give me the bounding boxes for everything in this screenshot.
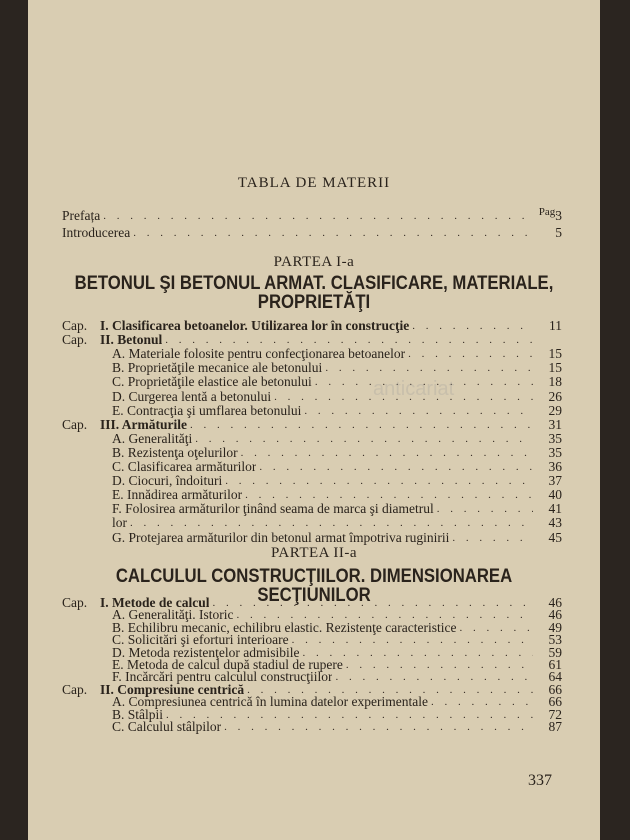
toc-entry[interactable] [62, 332, 562, 347]
toc-entry-page: 40 [548, 487, 562, 503]
leader-dots [325, 361, 533, 375]
toc-entry-label: Prefața [62, 209, 101, 223]
toc-entry-page: 35 [548, 444, 562, 460]
toc-entry-text: B. Proprietăţile mecanice ale betonului [112, 361, 323, 376]
toc-entry-text: D. Curgerea lentă a betonului [112, 389, 272, 404]
toc-entry-page: 72 [548, 706, 562, 722]
toc-entry-label [62, 333, 162, 347]
toc-entry-page: 66 [548, 681, 562, 697]
toc-entry-text: D. Ciocuri, îndoituri [112, 474, 223, 489]
toc-entry[interactable] [62, 417, 562, 432]
leader-dots [452, 531, 533, 545]
toc-entry-label [62, 361, 322, 375]
toc-entry-page: 45 [548, 529, 562, 545]
page-number: 337 [528, 772, 552, 789]
chapter-prefix: Cap. [62, 417, 88, 432]
toc-entry-text: B. Echilibru mecanic, echilibru elastic. Rezistenţe caracteristice [112, 620, 457, 635]
toc-entry-page: 3 [555, 208, 562, 223]
pag-column-label: Pag. [538, 206, 558, 218]
toc-entry-page: 35 [548, 430, 562, 446]
leader-dots [408, 347, 533, 361]
toc-entry-page: 29 [548, 402, 562, 418]
page-title: TABLA DE MATERII [237, 175, 391, 191]
part-2-label: PARTEA II-a [270, 545, 358, 561]
watermark: anticariat [373, 378, 455, 400]
toc-entry-label [62, 446, 238, 460]
toc-entry-page: 11 [549, 318, 562, 333]
chapter-prefix: Cap. [62, 333, 88, 348]
toc-entry-text: I. Clasificarea betoanelor. Utilizarea lor în construcţie [100, 319, 410, 333]
leader-dots [190, 418, 533, 432]
toc-entry[interactable] [62, 501, 562, 516]
toc-entry-page: 46 [548, 595, 562, 610]
toc-entry-label [62, 347, 405, 361]
toc-entry-text: G. Protejarea armăturilor din betonul armat împotriva ruginirii [112, 530, 450, 545]
toc-entry-text: A. Compresiunea centrică în lumina datelor experimentale [112, 695, 429, 710]
toc-entry-text: B. Rezistenţa oţelurilor [112, 445, 238, 460]
toc-entry-label [62, 531, 449, 545]
toc-entry-page: 36 [548, 459, 562, 474]
part-1-heading-line2: PROPRIETĂŢI [257, 292, 371, 313]
toc-entry-page: 31 [548, 416, 562, 432]
toc-entry-prefata[interactable] [62, 208, 562, 223]
toc-entry-page: 49 [548, 619, 562, 635]
chapter-prefix: Cap. [62, 682, 88, 697]
toc-entry-label [62, 516, 127, 530]
leader-dots [133, 226, 533, 240]
toc-entry-text: A. Generalităţi [112, 431, 193, 446]
toc-entry-introducerea[interactable] [62, 225, 562, 240]
chapter-prefix: Cap. [62, 319, 88, 333]
book-page [28, 0, 600, 840]
leader-dots [412, 319, 533, 333]
leader-dots [241, 446, 533, 460]
toc-entry-text: F. Folosirea armăturilor ţinând seama de marca şi diametrul [112, 502, 434, 517]
part-2-heading: CALCULUL CONSTRUCŢIILOR. DIMENSIONAREA SECŢIUNILOR [115, 566, 513, 606]
toc-entry-text: A. Materiale folosite pentru confecţionarea betoanelor [112, 347, 406, 362]
toc-entry-page: 43 [548, 515, 562, 531]
toc-entry[interactable] [62, 487, 562, 502]
leader-dots [103, 209, 533, 223]
toc-entry-page: 41 [548, 501, 562, 517]
toc-entry-text: C. Solicitări şi eforturi interioare [112, 633, 289, 648]
toc-entry-text: B. Stâlpii [112, 707, 164, 722]
toc-entry-label: Introducerea [62, 226, 131, 240]
toc-entry-text: C. Calculul stâlpilor [112, 720, 222, 734]
toc-entry-text: C. Proprietăţile elastice ale betonului [112, 375, 312, 390]
toc-entry-page: 37 [548, 473, 562, 489]
part-1-heading-line1: BETONUL ŞI BETONUL ARMAT. CLASIFICARE, MATERIALE, [74, 273, 554, 294]
toc-entry-label [62, 460, 256, 474]
toc-entry-label [62, 720, 221, 734]
toc-entry-text: E. Innădirea armăturilor [112, 488, 243, 503]
toc-entry-label [62, 390, 271, 404]
toc-entry[interactable] [62, 530, 562, 545]
toc-entry[interactable] [62, 445, 562, 460]
toc-entry-text: lor [112, 516, 127, 531]
toc-entry[interactable] [62, 431, 562, 446]
toc-entry-page: 53 [548, 632, 562, 648]
toc-entry[interactable] [62, 360, 562, 375]
toc-entry[interactable] [62, 515, 562, 530]
toc-entry-text: II. Compresiune centrică [100, 682, 245, 697]
toc-entry-text: II. Betonul [100, 333, 163, 348]
toc-entry-label [62, 375, 312, 389]
toc-entry-label [62, 432, 192, 446]
toc-entry-page: 61 [548, 657, 562, 672]
toc-entry-label [62, 418, 187, 432]
leader-dots [304, 404, 533, 418]
toc-entry[interactable] [62, 346, 562, 361]
toc-entry[interactable] [62, 403, 562, 418]
toc-entry-page: 66 [548, 694, 562, 710]
toc-entry-page: 26 [548, 388, 562, 404]
leader-dots [195, 432, 533, 446]
toc-entry-page: 15 [548, 360, 562, 376]
toc-entry-text: I. Metode de calcul [100, 596, 210, 610]
toc-entry-text: D. Metoda rezistenţelor admisibile [112, 645, 300, 660]
leader-dots [437, 502, 533, 516]
leader-dots [224, 720, 533, 734]
leader-dots [165, 333, 533, 347]
toc-entry-label [62, 502, 434, 516]
toc-entry-text: A. Generalităţi. Istoric [112, 608, 234, 623]
leader-dots [130, 516, 533, 530]
toc-entry[interactable] [62, 473, 562, 488]
toc-entry-label [62, 319, 409, 333]
toc-entry[interactable] [62, 719, 562, 734]
toc-entry-page: 5 [555, 225, 562, 240]
toc-entry[interactable] [62, 374, 562, 389]
toc-entry-text: III. Armăturile [100, 417, 187, 432]
toc-entry-page: 59 [548, 644, 562, 660]
toc-entry-label [62, 404, 301, 418]
leader-dots [225, 474, 533, 488]
chapter-prefix: Cap. [62, 596, 88, 610]
toc-entry-page: 46 [548, 607, 562, 623]
toc-entry-text: E. Contracţia şi umflarea betonului [112, 403, 302, 418]
part-1-label: PARTEA I-a [273, 254, 355, 270]
toc-entry[interactable] [62, 318, 562, 333]
toc-entry-text: F. Incărcări pentru calculul construcţiilor [112, 670, 333, 685]
toc-entry-page: 87 [548, 719, 562, 734]
toc-entry-page: 18 [548, 374, 562, 390]
toc-entry-label [62, 474, 222, 488]
toc-entry-page: 64 [548, 669, 562, 685]
toc-entry[interactable] [62, 459, 562, 474]
toc-entry-text: E. Metoda de calcul după stadiul de rupere [112, 658, 343, 672]
leader-dots [259, 460, 533, 474]
toc-entry-page: 15 [548, 346, 562, 362]
toc-entry-text: C. Clasificarea armăturilor [112, 460, 257, 474]
leader-dots [245, 488, 533, 502]
toc-entry[interactable] [62, 389, 562, 404]
toc-entry-label [62, 488, 242, 502]
